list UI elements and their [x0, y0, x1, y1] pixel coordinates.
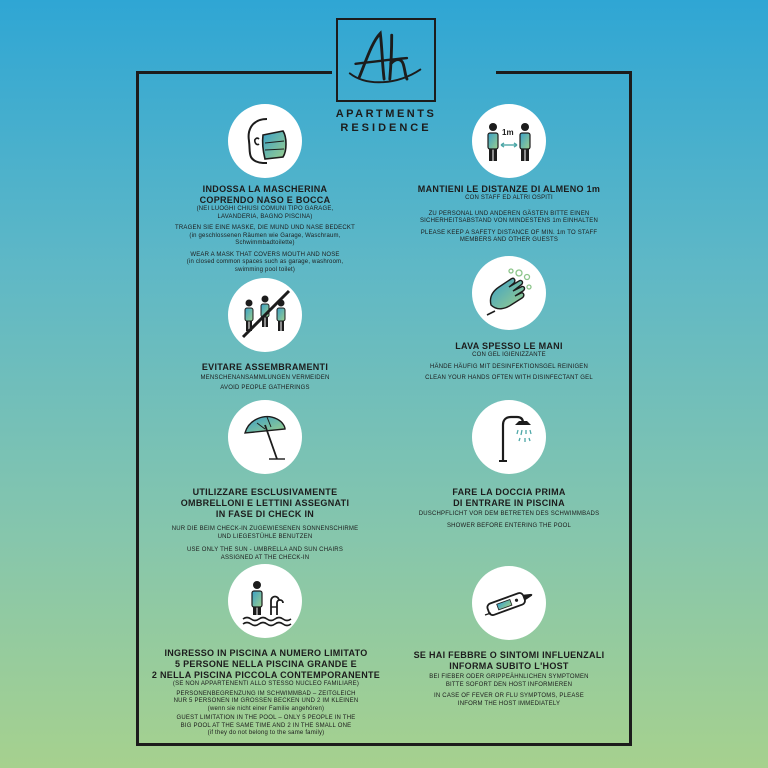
rule-umbrella [150, 487, 380, 562]
rule-distance-title-1: MANTIENI LE DISTANZE DI ALMENO 1m [417, 184, 601, 194]
rule-fever-en-1: IN CASE OF FEVER OR FLU SYMPTOMS, PLEASE [434, 693, 584, 699]
beach-umbrella-icon [237, 409, 293, 465]
rule-mask [150, 184, 380, 274]
rule-mask-en-2: (in closed common spaces such as garage, washroom, [186, 259, 344, 265]
rule-shower-en-1: SHOWER BEFORE ENTERING THE POOL [446, 522, 572, 529]
hands-icon-circle [472, 256, 546, 330]
distance-badge: 1m [502, 128, 514, 137]
rule-hands [392, 341, 626, 383]
brand-line-2: RESIDENCE [340, 122, 432, 134]
social-distance-icon [481, 113, 537, 169]
rule-fever-title-2: INFORMA SUBITO L'HOST [449, 661, 569, 671]
brand-logo [336, 18, 436, 102]
face-mask-icon [237, 113, 293, 169]
rule-pool-en-2: BIG POOL AT THE SAME TIME AND 2 IN THE SMALL ONE [180, 722, 352, 729]
rule-umbrella-de-2: UND LIEGESTÜHLE BENUTZEN [217, 533, 313, 540]
rule-shower-title-1: FARE LA DOCCIA PRIMA [452, 487, 566, 497]
brand-line-1: APARTMENTS [335, 108, 437, 120]
hand-washing-icon [481, 265, 537, 321]
rule-distance-en-1: PLEASE KEEP A SAFETY DISTANCE OF MIN. 1m TO STAFF [420, 229, 598, 236]
rule-fever-title-1: SE HAI FEBBRE O SINTOMI INFLUENZALI [413, 650, 605, 660]
distance-icon-circle [472, 104, 546, 178]
frame-bottom [136, 743, 632, 746]
rule-pool-en-3: (if they do not belong to the same family) [207, 730, 325, 736]
rule-pool-title-1: INGRESSO IN PISCINA A NUMERO LIMITATO [164, 648, 368, 658]
fever-icon-circle [472, 566, 546, 640]
rule-umbrella-de-1: NUR DIE BEIM CHECK-IN ZUGEWIESENEN SONNENSCHIRME [171, 526, 359, 532]
rule-umbrella-en-1: USE ONLY THE SUN - UMBRELLA AND SUN CHAIRS [186, 547, 344, 553]
rule-distance-de-1: ZU PERSONAL UND ANDEREN GÄSTEN BITTE EINEN [428, 210, 590, 217]
frame-top-left [136, 71, 332, 74]
rule-mask-it-1: (NEI LUOGHI CHIUSI COMUNI TIPO GARAGE, [196, 206, 334, 212]
rule-umbrella-title-3: IN FASE DI CHECK IN [215, 509, 315, 519]
rule-pool [146, 648, 386, 738]
rule-pool-de-1: PERSONENBEGRENZUNG IM SCHWIMMBAD – ZEITGLEICH [176, 690, 356, 697]
rule-pool-title-3: 2 NELLA PISCINA PICCOLA CONTEMPORANENTE [151, 670, 381, 680]
rule-shower-title-2: DI ENTRARE IN PISCINA [453, 498, 565, 508]
pool-icon-circle [228, 564, 302, 638]
rule-mask-de-3: Schwimmbadtoilette) [235, 240, 295, 246]
rule-crowds-de-1: MENSCHENANSAMMLUNGEN VERMEIDEN [200, 375, 330, 381]
rule-fever-de-2: BITTE SOFORT DEN HOST INFORMIEREN [445, 681, 573, 688]
rule-crowds [150, 362, 380, 392]
rule-pool-de-2: NUR 5 PERSONEN IM GROSSEN BECKEN UND 2 IM KLEINEN [173, 698, 359, 704]
rule-pool-en-1: GUEST LIMITATION IN THE POOL – ONLY 5 PEOPLE IN THE [176, 715, 356, 721]
pool-person-icon [237, 573, 293, 629]
rule-hands-title-1: LAVA SPESSO LE MANI [455, 341, 563, 351]
no-crowds-icon [237, 287, 293, 343]
rule-fever-en-2: INFORM THE HOST IMMEDIATELY [457, 700, 561, 707]
rule-mask-de-2: (in geschlossenen Räumen wie Garage, Waschraum, [189, 232, 341, 239]
rule-umbrella-title-1: UTILIZZARE ESCLUSIVAMENTE [192, 487, 338, 497]
rule-umbrella-title-2: OMBRELLONI E LETTINI ASSEGNATI [180, 498, 350, 508]
rule-distance [392, 184, 626, 245]
rule-mask-de-1: TRAGEN SIE EINE MASKE, DIE MUND UND NASE BEDECKT [175, 225, 355, 231]
rule-distance-it-1: CON STAFF ED ALTRI OSPITI [465, 195, 553, 201]
rule-crowds-en-1: AVOID PEOPLE GATHERINGS [220, 384, 310, 391]
shower-icon-circle [472, 400, 546, 474]
rule-hands-it-1: CON GEL IGIENIZZANTE [472, 352, 546, 358]
rule-fever-de-1: BEI FIEBER ODER GRIPPEÄHNLICHEN SYMPTOMEN [429, 674, 589, 680]
shower-icon [481, 409, 537, 465]
rule-pool-it-1: (SE NON APPARTENENTI ALLO STESSO NUCLEO FAMILIARE) [172, 681, 360, 687]
mask-icon-circle [228, 104, 302, 178]
umbrella-icon-circle [228, 400, 302, 474]
rule-pool-de-3: (wenn sie nicht einer Familie angehören) [207, 705, 325, 712]
rule-fever [392, 650, 626, 708]
rule-hands-de-1: HÄNDE HÄUFIG MIT DESINFEKTIONSGEL REINIGEN [429, 363, 589, 370]
crowds-icon-circle [228, 278, 302, 352]
frame-right [629, 71, 632, 746]
frame-left [136, 71, 139, 746]
thermometer-icon [481, 575, 537, 631]
rule-distance-en-2: MEMBERS AND OTHER GUESTS [459, 237, 559, 243]
rule-pool-title-2: 5 PERSONE NELLA PISCINA GRANDE E [175, 659, 357, 669]
rule-shower [392, 487, 626, 530]
rule-shower-de-1: DUSCHPFLICHT VOR DEM BETRETEN DES SCHWIMMBADS [418, 511, 600, 517]
rule-hands-en-1: CLEAN YOUR HANDS OFTEN WITH DISINFECTANT GEL [425, 375, 593, 381]
rule-mask-title-1: INDOSSA LA MASCHERINA [202, 184, 328, 194]
rule-mask-en-1: WEAR A MASK THAT COVERS MOUTH AND NOSE [190, 251, 340, 258]
rule-umbrella-en-2: ASSIGNED AT THE CHECK-IN [220, 554, 310, 561]
rule-mask-title-2: COPRENDO NASO E BOCCA [199, 195, 331, 205]
rule-mask-it-2: LAVANDERIA, BAGNO PISCINA) [217, 213, 313, 220]
rule-distance-de-2: SICHERHEITSABSTAND VON MINDESTENS 1m EINHALTEN [419, 218, 598, 224]
rule-crowds-title-1: EVITARE ASSEMBRAMENTI [201, 362, 329, 372]
rule-mask-en-3: swimming pool toilet) [234, 266, 296, 273]
frame-top-right [496, 71, 632, 74]
